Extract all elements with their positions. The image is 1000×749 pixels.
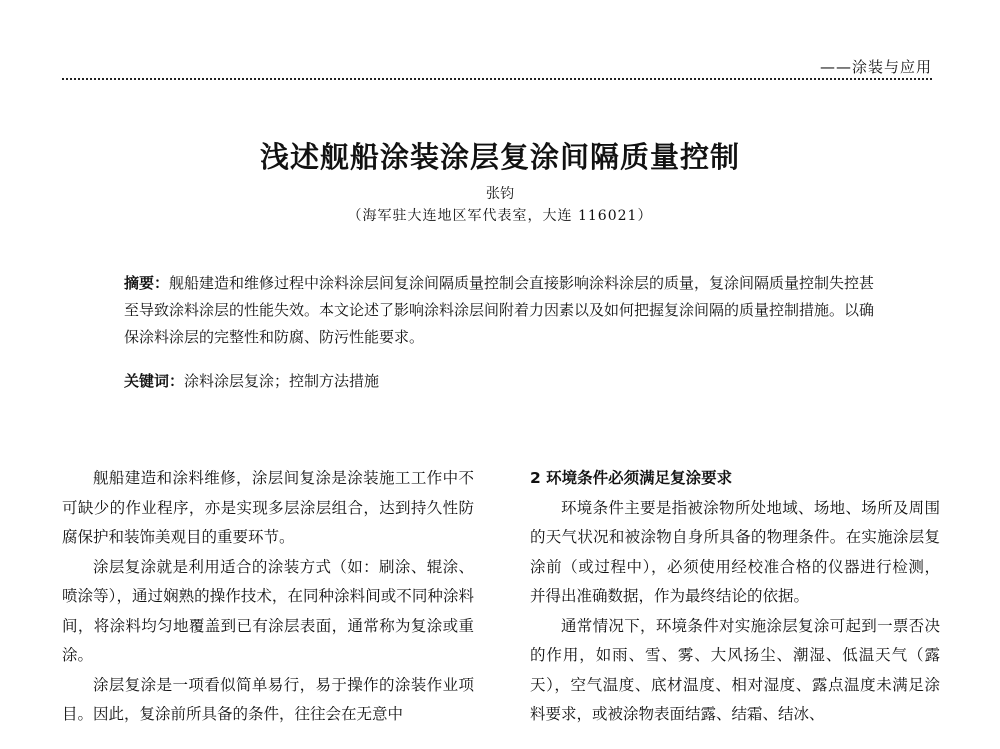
author-affiliation: （海军驻大连地区军代表室，大连 116021） [347,208,653,224]
header-divider [62,78,932,80]
left-column [62,464,474,730]
body-paragraph: 涂层复涂是一项看似简单易行，易于操作的涂装作业项目。因此，复涂前所具备的条件，往往会在无意中 [62,675,474,723]
keywords [124,368,884,395]
keywords-label: 关键词： [124,372,185,390]
keywords-text: 涂料涂层复涂；控制方法措施 [184,372,380,390]
section-heading: 2 环境条件必须满足复涂要求 [530,469,733,487]
running-head: ——涂装与应用 [819,58,932,76]
abstract-text: 舰船建造和维修过程中涂料涂层间复涂间隔质量控制会直接影响涂料涂层的质量，复涂间隔质量控制失控甚至导致涂料涂层的性能失效。本文论述了影响涂料涂层间附着力因素以及如何把握复涂间隔的质量控制措施。以确保涂料涂层的完整性和防腐、防污性能要求。 [124,274,875,346]
abstract-label: 摘要： [124,274,170,292]
author-name: 张钧 [486,186,514,202]
abstract [124,270,884,351]
body-paragraph: 舰船建造和涂料维修，涂层间复涂是涂装施工工作中不可缺少的作业程序，亦是实现多层涂层组合，达到持久性防腐保护和装饰美观目的重要环节。 [62,469,474,546]
paper-title: 浅述舰船涂装涂层复涂间隔质量控制 [259,140,740,174]
body-paragraph: 涂层复涂就是利用适合的涂装方式（如：刷涂、辊涂、喷涂等），通过娴熟的操作技术，在同种涂料间或不同种涂料间，将涂料均匀地覆盖到已有涂层表面，通常称为复涂或重涂。 [62,557,474,664]
body-paragraph: 通常情况下，环境条件对实施涂层复涂可起到一票否决的作用，如雨、雪、雾、大风扬尘、潮湿、低温天气（露天），空气温度、底材温度、相对湿度、露点温度未满足涂料要求，或被涂物表面结露、结霜、结冰、 [530,616,940,723]
right-column [530,464,940,730]
body-paragraph: 环境条件主要是指被涂物所处地域、场地、场所及周围的天气状况和被涂物自身所具备的物理条件。在实施涂层复涂前（或过程中），必须使用经校准合格的仪器进行检测，并得出准确数据，作为最终结论的依据。 [530,498,940,605]
